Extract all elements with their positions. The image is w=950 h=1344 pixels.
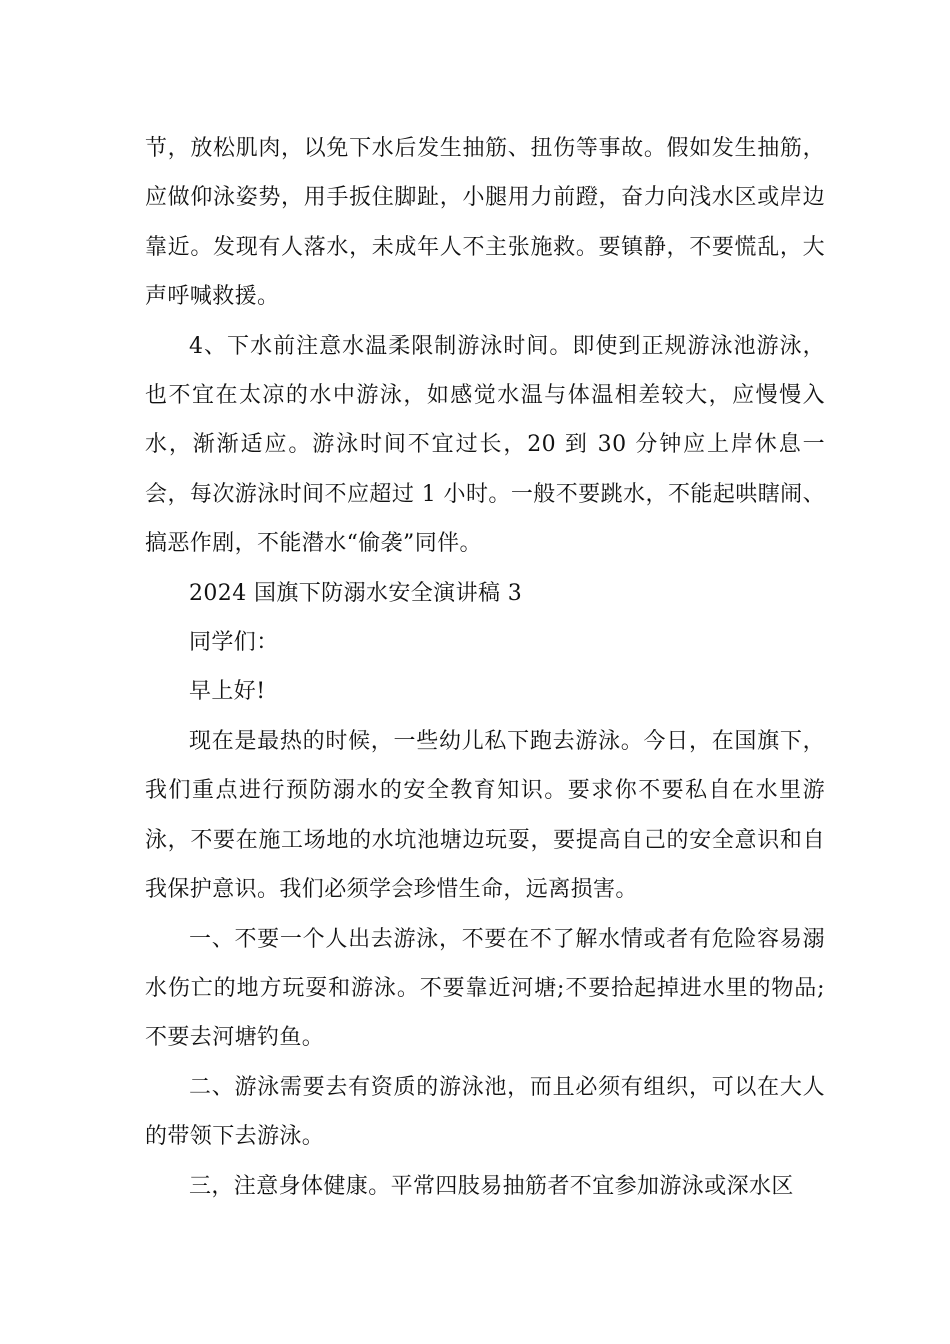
document-page xyxy=(145,124,825,1211)
paragraph-water-temperature: 4、下水前注意水温柔限制游泳时间。即使到正规游泳池游泳，也不宜在太凉的水中游泳，如感觉水温与体温相差较大，应慢慢入水，渐渐适应。游泳时间不宜过长，20 到 30 分钟应上岸休息一会，每次游泳时间不应超过 1 小时。一般不要跳水，不能起哄瞎闹、搞恶作剧，不能潜水“偷袭”同伴。 xyxy=(145,333,825,557)
greeting: 早上好! xyxy=(189,679,266,705)
paragraph-point-two: 二、游泳需要去有资质的游泳池，而且必须有组织，可以在大人的带领下去游泳。 xyxy=(145,1074,825,1150)
paragraph-point-one: 一、不要一个人出去游泳，不要在不了解水情或者有危险容易溺水伤亡的地方玩耍和游泳。不要靠近河塘;不要拾起掉进水里的物品;不要去河塘钓鱼。 xyxy=(145,926,825,1051)
paragraph-introduction: 现在是最热的时候，一些幼儿私下跑去游泳。今日，在国旗下，我们重点进行预防溺水的安全教育知识。要求你不要私自在水里游泳，不要在施工场地的水坑池塘边玩耍，要提高自己的安全意识和自我保护意识。我们必须学会珍惜生命，远离损害。 xyxy=(145,728,825,903)
salutation: 同学们： xyxy=(189,630,279,656)
paragraph-cramp-advice: 节，放松肌肉，以免下水后发生抽筋、扭伤等事故。假如发生抽筋，应做仰泳姿势，用手扳住脚趾，小腿用力前蹬，奋力向浅水区或岸边靠近。发现有人落水，未成年人不主张施救。要镇静，不要慌乱，大声呼喊救援。 xyxy=(145,136,825,310)
paragraph-point-three: 三，注意身体健康。平常四肢易抽筋者不宜参加游泳或深水区 xyxy=(189,1173,794,1199)
speech-title: 2024 国旗下防溺水安全演讲稿 3 xyxy=(189,580,523,606)
